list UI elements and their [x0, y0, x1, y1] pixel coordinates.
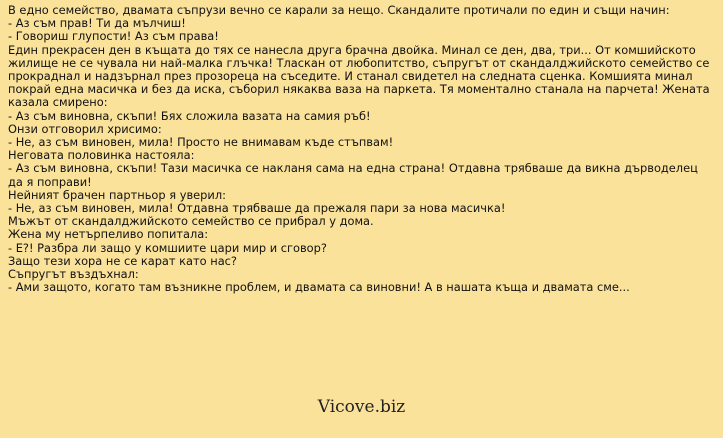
joke-line: Съпругът въздъхнал: [8, 267, 139, 282]
site-watermark: Vicove.biz [317, 397, 406, 417]
joke-line: - Говориш глупости! Аз съм права! [8, 29, 219, 44]
joke-line: - Не, аз съм виновен, мила! Просто не внимавам къде стъпвам! [8, 135, 394, 150]
joke-line: Неговата половинка настояла: [8, 148, 195, 163]
joke-line: - Ами защото, когато там възникне проблем, и двамата са виновни! А в нашата къща и двамата сме... [8, 280, 630, 295]
joke-line: Мъжът от скандалджийското семейство се прибрал у дома. [8, 214, 374, 229]
joke-line: Онзи отговорил хрисимо: [8, 121, 162, 136]
joke-line: - Аз съм виновна, скъпи! Тази масичка се накланя сама на една страна! Отдавна трябваше да викна дърводелец да я поправи! [8, 161, 702, 189]
joke-line: - Аз съм виновна, скъпи! Бях сложила вазата на самия ръб! [8, 108, 371, 123]
joke-line: Нейният брачен партньор я уверил: [8, 187, 226, 202]
joke-line: - Е?! Разбра ли защо у комшиите цари мир и сговор? [8, 240, 327, 255]
joke-line: Защо тези хора не се карат като нас? [8, 253, 237, 268]
joke-line: - Не, аз съм виновен, мила! Отдавна трябваше да прежаля пари за нова масичка! [8, 201, 506, 216]
joke-text [8, 4, 713, 294]
joke-line: Един прекрасен ден в къщата до тях се нанесла друга брачна двойка. Минал се ден, два, три... От комшийското жилище не се чувала ни най-малка глъчка! Тласкан от любопитство, съпругът от скандалджийското семейство се прокраднал и надзърнал през прозореца на съседите. И станал свидетел на следната сценка. Комшията минал покрай една масичка и без да иска, съборил някаква ваза на паркета. Тя моментално станала на парчета! Жената казала смирено: [8, 42, 714, 110]
joke-line: В едно семейство, двамата съпрузи вечно се карали за нещо. Скандалите протичали по един и същи начин: [8, 3, 670, 17]
joke-line: - Аз съм прав! Ти да мълчиш! [8, 16, 186, 31]
joke-line: Жена му нетърпеливо попитала: [8, 227, 209, 242]
